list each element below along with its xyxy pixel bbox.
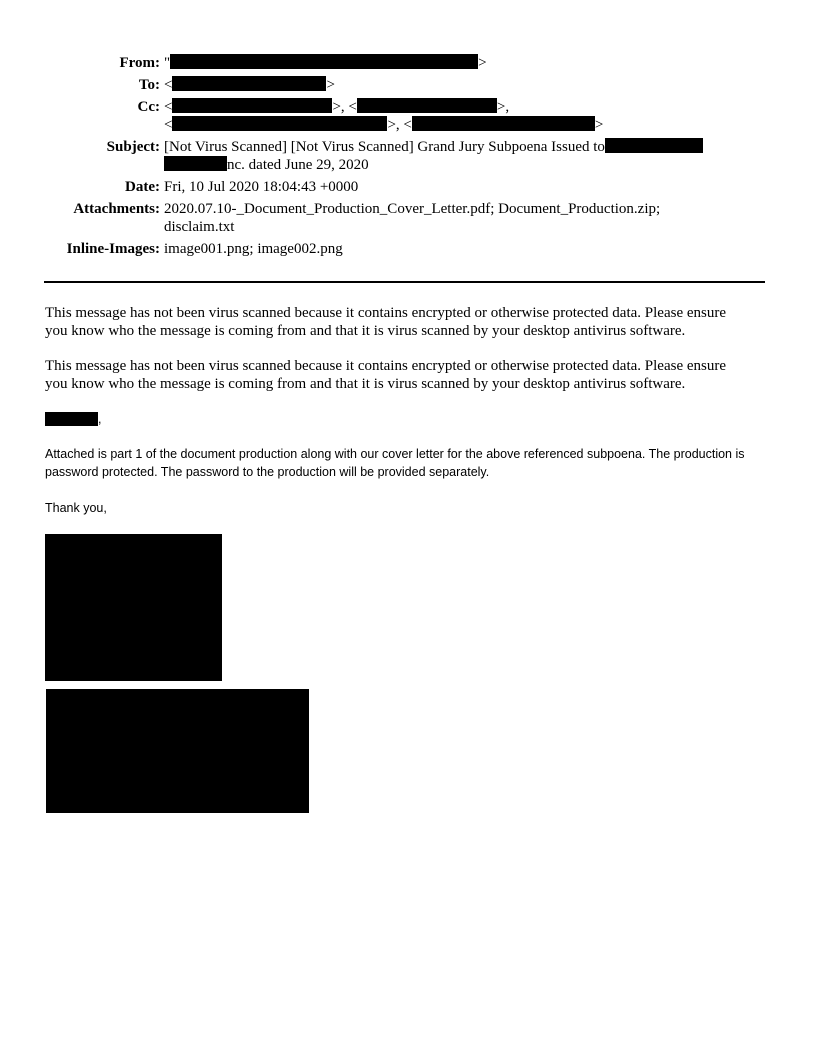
- attachments-row: [0, 200, 816, 236]
- date-row: [0, 178, 816, 196]
- redacted-logo-image: [46, 689, 309, 813]
- redacted-signature-image: [45, 534, 222, 681]
- subject-label: Subject:: [106, 139, 160, 155]
- virus-notice-1: This message has not been virus scanned because it contains encrypted or otherwise protected data. Please ensure you know who the message is coming from and that it is virus scanned by your desktop antivirus software.: [45, 305, 727, 339]
- body-paragraph: Attached is part 1 of the document production along with our cover letter for the above referenced subpoena. The production is password protected. The password to the production will be provided separately.: [45, 447, 745, 479]
- from-suffix: >: [478, 55, 487, 71]
- cc-row: [0, 98, 816, 138]
- to-prefix: <: [164, 77, 173, 93]
- cc-separator: >, <: [332, 99, 357, 115]
- cc-open: <: [164, 117, 173, 133]
- subject-line1: [164, 138, 703, 156]
- greeting: [45, 410, 101, 428]
- attachments-label: Attachments:: [73, 201, 160, 217]
- to-value: [164, 76, 335, 94]
- subject-text-cont: nc. dated June 29, 2020: [227, 157, 369, 173]
- redaction: [172, 76, 326, 91]
- from-prefix: ": [164, 55, 171, 71]
- closing: Thank you,: [45, 501, 107, 515]
- to-suffix: >: [326, 77, 335, 93]
- redaction: [605, 138, 703, 153]
- cc-value-line2: [164, 116, 603, 134]
- from-label: From:: [119, 55, 160, 71]
- from-value: [164, 54, 487, 72]
- inline-images-row: [0, 240, 816, 258]
- to-row: [0, 76, 816, 94]
- cc-trail: >,: [496, 99, 510, 115]
- redaction: [170, 54, 478, 69]
- cc-close: >: [594, 117, 604, 133]
- redaction: [164, 156, 227, 171]
- inline-images-value: image001.png; image002.png: [164, 241, 343, 257]
- subject-line2: [164, 156, 369, 174]
- subject-row: [0, 138, 816, 174]
- greeting-comma: ,: [98, 412, 102, 426]
- inline-images-label: Inline-Images:: [66, 241, 160, 257]
- redaction: [357, 98, 497, 113]
- redaction: [412, 116, 595, 131]
- attachments-line1: 2020.07.10-_Document_Production_Cover_Letter.pdf; Document_Production.zip;: [164, 201, 661, 217]
- date-label: Date:: [125, 179, 160, 195]
- redaction: [172, 98, 332, 113]
- header-divider: [44, 281, 765, 283]
- from-row: [0, 54, 816, 72]
- to-label: To:: [138, 77, 160, 93]
- virus-notice-2: This message has not been virus scanned because it contains encrypted or otherwise protected data. Please ensure you know who the message is coming from and that it is virus scanned by your desktop antivirus software.: [45, 358, 727, 392]
- cc-open: <: [164, 99, 173, 115]
- attachments-line2: disclaim.txt: [164, 219, 235, 235]
- cc-separator: >, <: [387, 117, 412, 133]
- redaction: [45, 412, 98, 426]
- redaction: [172, 116, 387, 131]
- subject-text: [Not Virus Scanned] [Not Virus Scanned] Grand Jury Subpoena Issued to: [164, 139, 605, 155]
- cc-value-line1: [164, 98, 509, 116]
- date-value: Fri, 10 Jul 2020 18:04:43 +0000: [164, 179, 359, 195]
- cc-label: Cc:: [137, 99, 160, 115]
